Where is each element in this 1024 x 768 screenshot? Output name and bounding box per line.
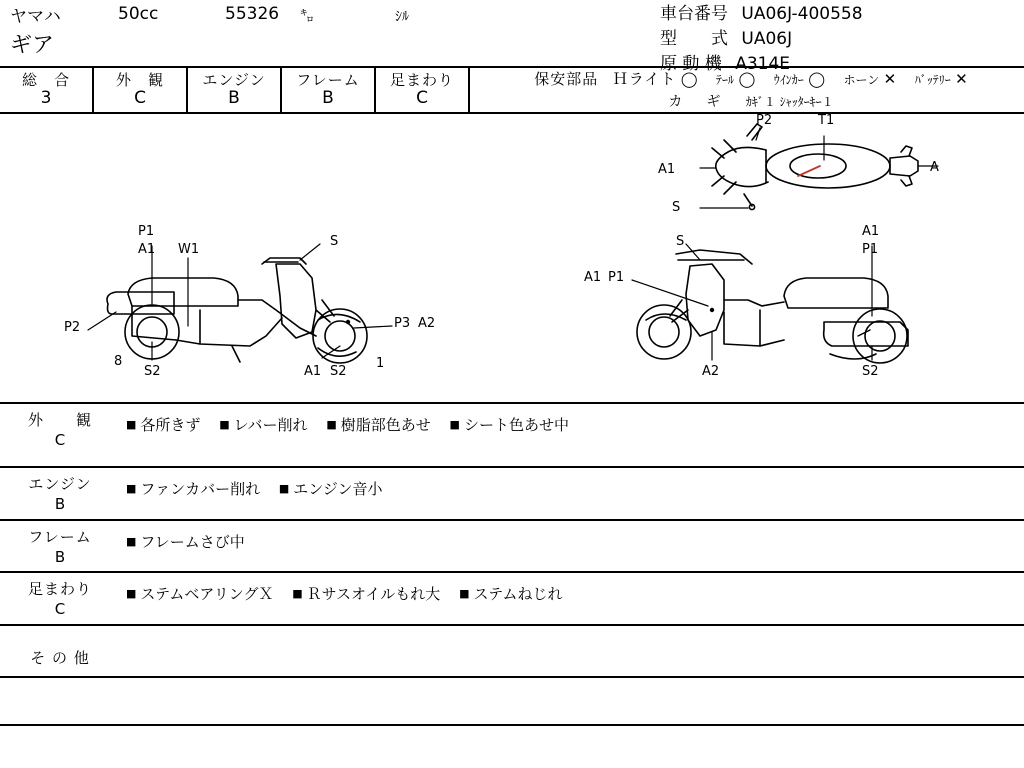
taillight-mark: ◯ <box>738 69 756 88</box>
right-label-a1: A1 <box>862 224 880 239</box>
comment-item <box>126 480 260 498</box>
key-label: カ ギ <box>668 94 726 110</box>
left-label-s: S <box>330 234 339 249</box>
grade-engine-value: B <box>228 87 240 108</box>
mileage-value: 55326 <box>225 4 280 24</box>
right-label-p1b: P1 <box>608 270 625 285</box>
left-label-p2: P2 <box>64 320 81 335</box>
left-label-s2: S2 <box>144 364 161 379</box>
right-label-s2: S2 <box>862 364 879 379</box>
comment-row-appearance <box>0 404 1024 468</box>
comment-items-appearance <box>120 404 1024 466</box>
vehicle-identity-block <box>660 2 863 77</box>
headlight-mark: ◯ <box>680 69 698 88</box>
right-label-p1: P1 <box>862 242 879 257</box>
comment-category-engine-label: エンジン <box>28 475 92 493</box>
comment-item <box>126 585 273 603</box>
taillight-label: ﾃｰﾙ <box>716 72 735 87</box>
battery-mark: ✕ <box>955 69 968 88</box>
grade-total <box>0 68 94 112</box>
grade-suspension-value: C <box>416 87 428 108</box>
mileage-unit: ㌔ <box>300 9 314 25</box>
comment-category-other-label: そ の 他 <box>30 648 90 667</box>
comment-item <box>292 585 440 603</box>
model-name: ギア <box>10 33 55 58</box>
left-label-8: 8 <box>114 354 123 369</box>
left-view-leaders <box>88 244 392 360</box>
comment-item-text: エンジン音小 <box>293 480 383 498</box>
engine-model-row <box>660 52 863 77</box>
right-label-a1b: A1 <box>584 270 602 285</box>
grade-total-label: 総 合 <box>21 70 70 89</box>
right-label-a2: A2 <box>702 364 720 379</box>
comment-category-suspension-grade: C <box>54 600 66 619</box>
comment-row-suspension <box>0 573 1024 626</box>
comment-items-frame <box>120 521 1024 572</box>
damage-diagram <box>0 114 1024 404</box>
comment-item-text: レバー削れ <box>233 416 308 434</box>
grade-engine-label: エンジン <box>202 70 266 89</box>
comment-item <box>450 416 569 434</box>
left-label-w1: W1 <box>178 242 200 257</box>
comment-row-other <box>0 626 1024 678</box>
diagram-svg <box>0 114 1024 402</box>
comment-item-text: フレームさび中 <box>140 532 245 551</box>
comment-category-frame-label: フレーム <box>28 527 92 546</box>
comment-category-suspension <box>0 573 120 624</box>
left-label-a1b: A1 <box>304 364 322 379</box>
grade-suspension-label: 足まわり <box>389 70 454 89</box>
comment-item <box>126 533 245 551</box>
horn-mark: ✕ <box>883 69 897 88</box>
comment-items-blank <box>120 678 1024 724</box>
top-view-leaders <box>700 128 938 208</box>
grade-appearance-value: C <box>134 87 146 108</box>
comment-item <box>126 416 200 434</box>
left-label-s2b: S2 <box>330 364 347 379</box>
bullet-icon: ■ <box>326 418 337 431</box>
comment-item-text: 樹脂部色あせ <box>340 416 431 434</box>
comment-rows <box>0 404 1024 726</box>
comment-row-engine <box>0 468 1024 521</box>
sheet-header <box>0 0 1024 74</box>
left-label-p1: P1 <box>138 224 155 239</box>
comment-items-suspension <box>120 573 1024 624</box>
comment-item <box>279 480 383 498</box>
bullet-icon: ■ <box>449 418 460 431</box>
maker-name: ヤマハ <box>10 7 61 27</box>
bullet-icon: ■ <box>126 534 137 548</box>
chassis-number-row <box>660 2 863 27</box>
bullet-icon: ■ <box>459 587 470 600</box>
grade-engine <box>188 68 282 112</box>
grade-suspension <box>376 68 470 112</box>
type-row <box>660 27 863 52</box>
comment-category-frame-grade: B <box>54 547 66 566</box>
top-label-a: A <box>930 160 939 175</box>
comment-item-text: Ｒサスオイルもれ大 <box>306 585 441 603</box>
left-label-a1: A1 <box>138 242 156 257</box>
left-label-p3: P3 <box>394 316 411 331</box>
left-label-a2: A2 <box>418 316 436 331</box>
safety-equipment-label: 保安部品 <box>534 69 599 88</box>
winker-mark: ◯ <box>808 69 825 88</box>
top-label-p2: P2 <box>756 114 773 128</box>
engine-model-value: A314E <box>735 54 791 74</box>
grade-frame-value: B <box>322 87 334 108</box>
left-side-view-drawing <box>107 258 367 363</box>
bullet-icon: ■ <box>278 482 290 495</box>
top-label-s: S <box>672 200 681 215</box>
battery-label: ﾊﾞｯﾃﾘｰ <box>914 72 951 87</box>
grade-total-value: 3 <box>40 87 52 108</box>
comment-item-text: ステムねじれ <box>473 585 563 603</box>
bullet-icon: ■ <box>126 418 137 431</box>
comment-item <box>326 416 430 434</box>
bullet-icon: ■ <box>219 418 230 431</box>
comment-category-suspension-label: 足まわり <box>27 580 92 598</box>
key-row <box>668 91 833 113</box>
comment-row-frame <box>0 521 1024 574</box>
grade-appearance-label: 外 観 <box>115 70 164 89</box>
left-label-1: 1 <box>376 356 385 371</box>
comment-item <box>459 585 562 603</box>
top-view-drawing <box>712 124 918 210</box>
grade-bar <box>0 66 1024 114</box>
chassis-number-label: 車台番号 <box>660 4 728 24</box>
chassis-number-value: UA06J-400558 <box>741 4 863 24</box>
comment-category-appearance-grade: C <box>54 431 66 450</box>
comment-category-frame <box>0 521 120 572</box>
grade-appearance <box>94 68 188 112</box>
type-value: UA06J <box>741 29 793 49</box>
top-label-a1: A1 <box>658 162 676 177</box>
color-code: ｼﾙ <box>395 9 409 25</box>
comment-item-text: ステムベアリングＸ <box>140 585 274 603</box>
right-label-s: S <box>676 234 685 249</box>
comment-category-engine <box>0 468 120 519</box>
winker-label: ｳｲﾝｶｰ <box>773 72 804 87</box>
comment-items-engine <box>120 468 1024 519</box>
headlight-label: Ｈライト <box>612 69 677 88</box>
comment-item-text: ファンカバー削れ <box>140 480 261 498</box>
comment-category-other <box>0 626 120 676</box>
comment-item <box>219 416 307 434</box>
comment-category-engine-grade: B <box>54 495 66 514</box>
comment-category-appearance <box>0 404 120 466</box>
bullet-icon: ■ <box>126 482 137 495</box>
type-label: 型 式 <box>660 29 728 49</box>
right-side-view-drawing <box>637 250 908 363</box>
top-label-t1: T1 <box>818 114 835 128</box>
engine-model-label: 原 動 機 <box>660 54 722 74</box>
bullet-icon: ■ <box>292 587 303 600</box>
comment-row-blank <box>0 678 1024 726</box>
bullet-icon: ■ <box>126 587 137 600</box>
grade-frame-label: フレーム <box>296 70 360 89</box>
comment-category-appearance-label: 外 観 <box>27 411 92 429</box>
comment-items-other <box>120 626 1024 676</box>
horn-label: ホーン <box>843 72 880 87</box>
comment-category-blank <box>0 678 120 724</box>
comment-item-text: シート色あせ中 <box>463 416 569 434</box>
comment-item-text: 各所きず <box>140 416 201 434</box>
key-value: ｶｷﾞ１ ｼｬｯﾀｰｷｰ１ <box>745 95 834 109</box>
grade-frame <box>282 68 376 112</box>
displacement-value: 50cc <box>118 4 159 24</box>
